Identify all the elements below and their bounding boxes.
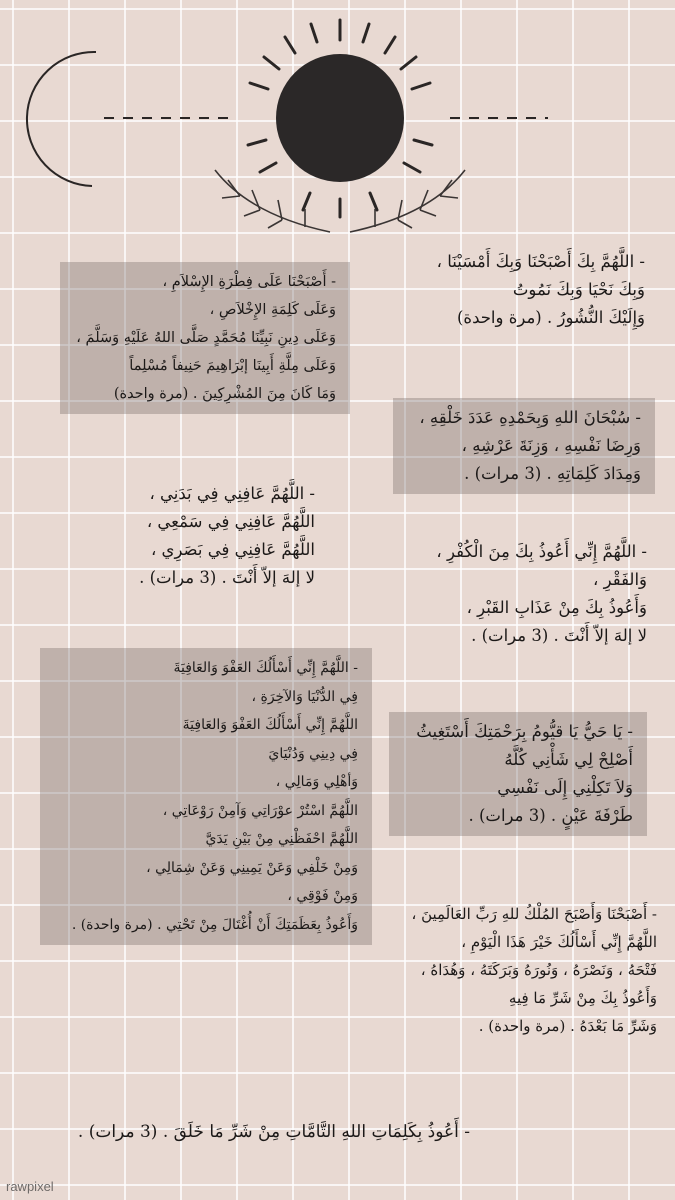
dua-line: اللَّهُمَّ اسْتُرْ عوْرَاتِي وَآمِنْ رَوْعَاتِي ، [162, 802, 358, 819]
dua-line: - اللَّهُمَّ بِكَ أَصْبَحْنَا وَبِكَ أَمْسَيْنَا ، [436, 252, 645, 271]
dua-left-2 [100, 480, 315, 592]
dua-line: اللَّهُمَّ عَافِنِي فِي سَمْعِي ، [146, 512, 315, 531]
dua-line: وَعَلَى دِينِ نَبِيِّنَا مُحَمَّدٍ صَلَّى اللهُ عَلَيْهِ وَسَلَّمَ ، [76, 330, 336, 346]
dua-line: وَأَعُوذُ بِكَ مِنْ شَرِّ مَا فِيهِ [508, 989, 657, 1007]
dua-right-5 [337, 900, 657, 1040]
watermark-text: rawpixel [6, 1179, 54, 1194]
dua-line: وَإِلَيْكَ النُّشُورُ . (مرة واحدة) [456, 308, 645, 327]
dua-line: فَتْحَهُ ، وَنَصْرَهُ ، وَنُورَهُ وَبَرَكَتَهُ ، وَهُدَاهُ ، [420, 961, 657, 979]
crescent-moon-left-icon [27, 52, 96, 186]
dua-right-3 [347, 538, 647, 650]
dua-left-3 [40, 648, 372, 945]
dua-right-2 [393, 398, 655, 494]
dua-line: وَرِضَا نَفْسِهِ ، وَزِنَةَ عَرْشِهِ ، [461, 436, 641, 455]
dua-line: وَأهْلِي وَمَالِي ، [275, 774, 358, 790]
dua-line: وَعَلَى كَلِمَةِ الإِخْلاَصِ ، [209, 302, 336, 318]
crescent-moon-right-icon [588, 48, 656, 182]
dua-line: وَلاَ تَكِلْنِي إِلَى نَفْسِي [497, 778, 633, 797]
dua-line: - يَا حَيُّ يَا قيُّومُ بِرَحْمَتِكَ أَسْتَغِيثُ [416, 722, 633, 741]
dua-line: - أَصْبَحْنَا وَأَصْبَحَ المُلْكُ للهِ رَبِّ العَالَمِينَ ، [411, 905, 657, 923]
dua-line: أَصْلِحْ لِي شَأْنِي كُلَّهُ [504, 750, 633, 769]
dua-right-4 [389, 712, 647, 836]
dua-line: وَمَا كَانَ مِنَ المُشْرِكِينَ . (مرة واحدة) [113, 386, 336, 402]
dua-line: اللَّهُمَّ إِنِّي أَسْأَلُكَ خَيْرَ هَذَا الْيَوْمِ ، [461, 933, 657, 951]
dua-line: اللَّهُمَّ إِنِّي أَسْأَلُكَ العَفْوَ وَالعَافِيَةَ [182, 717, 358, 733]
dua-line: وَأَعُوذُ بِكَ مِنْ عَذَابِ القَبْرِ ، [466, 598, 647, 617]
dua-line: وَالفَقْرِ ، [593, 570, 647, 589]
dua-right-1 [345, 248, 645, 332]
dua-line: وَعَلَى مِلَّةِ أَبِينَا إبْرَاهِيمَ حَنِيفاً مُسْلِماً [129, 358, 336, 374]
dua-left-1 [60, 262, 350, 414]
header-illustration [0, 0, 675, 250]
dua-line: طَرْفَةَ عَيْنٍ . (3 مرات) . [468, 806, 633, 825]
dua-line: وَأَعُوذُ بِعَظَمَتِكَ أَنْ أُغْتَالَ مِنْ تَحْتِي . (مرة واحدة) . [71, 916, 358, 933]
dua-line: - أَصْبَحْنَا عَلَى فِطْرَةِ الإِسْلاَمِ ، [162, 274, 336, 290]
dua-line: فِي دِينِي وَدُنْيَايَ [268, 745, 358, 762]
dua-line: اللَّهُمَّ عَافِنِي فِي بَصَرِي ، [150, 540, 315, 559]
dua-line: وَمِدَادَ كَلِمَاتِهِ . (3 مرات) . [464, 464, 641, 483]
dua-line: وَمِنْ خَلْفِي وَعَنْ يَمِينِي وَعَنْ شِمَالِي ، [146, 859, 358, 876]
dua-line: وَشَرِّ مَا بَعْدَهُ . (مرة واحدة) . [478, 1017, 657, 1035]
dua-line: - اللَّهُمَّ إِنِّي أَسْأَلُكَ العَفْوَ وَالعَافِيَةَ [173, 660, 358, 676]
dua-line: - سُبْحَانَ اللهِ وَبِحَمْدِهِ عَدَدَ خَلْقِهِ ، [419, 408, 641, 427]
sun-icon [276, 54, 404, 182]
dua-line: وَبِكَ نَحْيَا وَبِكَ نَمُوتُ [512, 280, 645, 299]
dua-line: - اللَّهُمَّ إِنِّي أَعُوذُ بِكَ مِنَ الْكُفْرِ ، [436, 542, 647, 561]
dua-line: وَمِنْ فَوْقِي ، [287, 888, 358, 904]
dua-line: لا إلهَ إلاّ أَنْتَ . (3 مرات) . [139, 568, 315, 587]
dua-line: فِي الدُّنْيَا وَالآخِرَةِ ، [251, 688, 358, 705]
dua-line: لا إلهَ إلاّ أَنْتَ . (3 مرات) . [471, 626, 647, 645]
dua-line: - اللَّهُمَّ عَافِنِي فِي بَدَنِي ، [149, 484, 315, 503]
dua-line: اللَّهُمَّ احْفَظْنِي مِنْ بَيْنِ يَدَيَّ [205, 831, 358, 847]
dua-bottom: - أَعُوذُ بِكَلِمَاتِ اللهِ التَّامَّاتِ مِنْ شَرِّ مَا خَلَقَ . (3 مرات) . [77, 1122, 470, 1142]
